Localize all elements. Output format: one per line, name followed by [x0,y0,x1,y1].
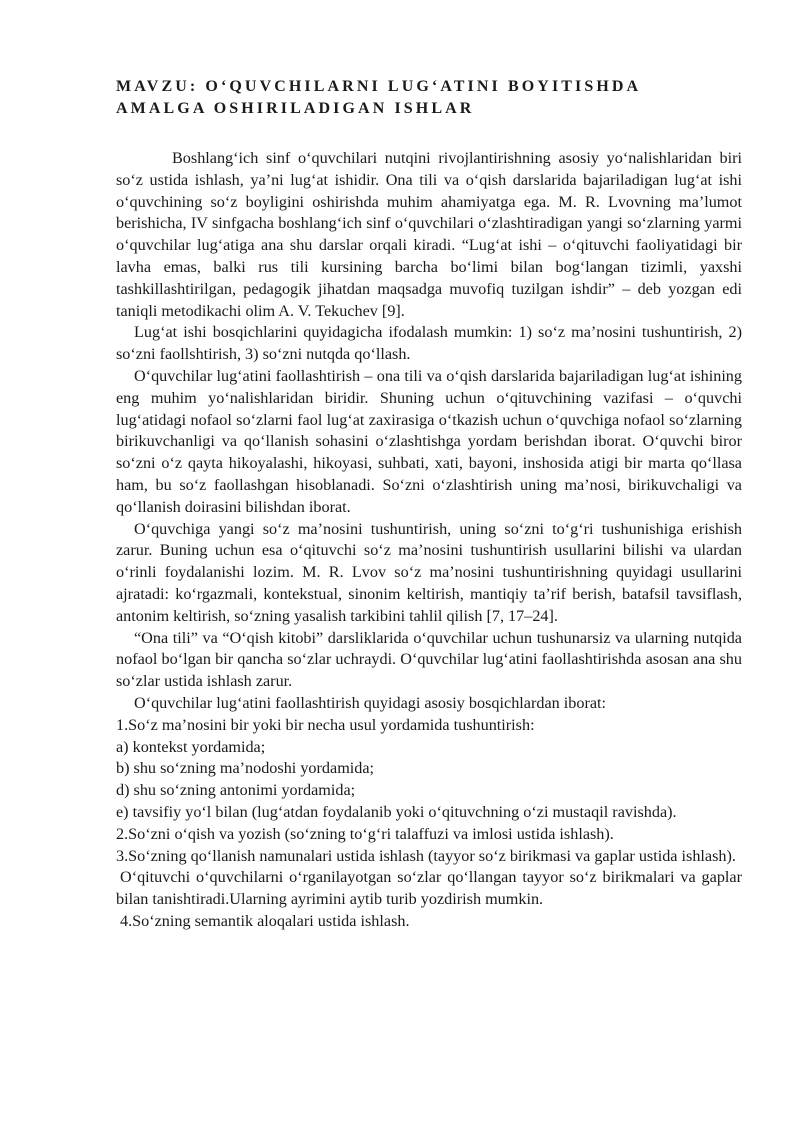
paragraph-textbooks: “Ona tili” va “O‘qish kitobi” darsliklarida o‘quvchilar uchun tushunarsiz va ularning nutqida nofaol bo‘lgan bir qancha so‘zlar uchraydi. O‘quvchilar lug‘atini faollashtirishda asosan ana shu so‘zlar ustida ishlash zarur. [116,628,742,691]
stages-list [116,715,742,868]
document-page [116,76,742,933]
list-item: 1.So‘z ma’nosini bir yoki bir necha usul yordamida tushuntirish: [116,715,535,734]
title-line-1: MAVZU: O‘QUVCHILARNI LUG‘ATINI BOYITISHDA [116,78,642,95]
paragraph-stages: Lug‘at ishi bosqichlarini quyidagicha ifodalash mumkin: 1) so‘z ma’nosini tushuntirish, 2) so‘zni faollshtirish, 3) so‘zni nutqda qo‘llash. [116,323,742,364]
page-title [116,76,742,120]
list-item: b) shu so‘zning ma’nodoshi yordamida; [116,759,375,778]
list-item: d) shu so‘zning antonimi yordamida; [116,781,356,800]
paragraph-activation: O‘quvchilar lug‘atini faollashtirish – ona tili va o‘qish darslarida bajariladigan lug‘at ishining eng muhim yo‘nalishlaridan biridir. Shuning uchun o‘qituvchining vazifasi – o‘quvchi lug‘atidagi nofaol so‘zlarni faol lug‘at zaxirasiga o‘tkazish uchun o‘quvchiga nofaol so‘zlarning birikuvchanligi va qo‘llanish sohasini o‘zlashtishga yordam berishdan iborat. O‘quvchi biror so‘zni o‘z qayta hikoyalashi, hikoyasi, suhbati, xati, bayoni, inshosida atigi bir marta qo‘llasa ham, bu so‘z faollashgan hisoblanadi. So‘zni o‘zlashtirish uning ma’nosi, birikuvchaligi va qo‘llanish doirasini bilishdan iborat. [116,366,742,516]
list-item: a) kontekst yordamida; [116,737,266,756]
paragraph-list-intro: O‘quvchilar lug‘atini faollashtirish quyidagi asosiy bosqichlardan iborat: [134,693,607,712]
paragraph-explanation: O‘quvchiga yangi so‘z ma’nosini tushuntirish, uning so‘zni to‘g‘ri tushunishiga erishish zarur. Buning uchun esa o‘qituvchi so‘z ma’nosini tushuntirish usullarini bilishi va ulardan o‘rinli foydalanishi lozim. M. R. Lvov so‘z ma’nosini tushuntirishning quyidagi usullarini ajratadi: ko‘rgazmali, kontekstual, sinonim keltirish, mantiqiy ta’rif berish, batafsil tavsiflash, antonim keltirish, so‘zning yasalish tarkibini tahlil qilish [7, 17–24]. [116,519,742,625]
paragraph-teacher: O‘qituvchi o‘quvchilarni o‘rganilayotgan so‘zlar qo‘llangan tayyor so‘z birikmalari va gaplar bilan tanishtiradi.Ularning ayrimini aytib turib yozdirish mumkin. [116,868,742,909]
list-item: 3.So‘zning qo‘llanish namunalari ustida ishlash (tayyor so‘z birikmasi va gaplar ustida ishlash). [116,846,736,865]
paragraph-intro: Boshlang‘ich sinf o‘quvchilari nutqini rivojlantirishning asosiy yo‘nalishlaridan biri so‘z ustida ishlash, ya’ni lug‘at ishidir. Ona tili va o‘qish darslarida bajariladigan lug‘at ishi o‘quvchining so‘z boyligini oshirishda muhim ahamiyatga ega. M. R. Lvovning ma’lumot berishicha, IV sinfgacha boshlang‘ich sinf o‘quvchilari o‘zlashtiradigan yangi so‘zlarning yarmi o‘quvchilar lug‘atiga ana shu darslar orqali kiradi. “Lug‘at ishi – o‘qituvchi faoliyatidagi bir lavha emas, balki rus tili kursining barcha bo‘limi bilan bog‘langan tizimli, yaxshi tashkillashtirilgan, pedagogik jihatdan maqsadga muvofiq tuzilgan ishdir” – deb yozgan edi taniqli metodikachi olim A. V. Tekuchev [9]. [116,149,742,320]
title-line-2: AMALGA OSHIRILADIGAN ISHLAR [116,100,475,117]
list-item-semantic: 4.So‘zning semantik aloqalari ustida ishlash. [120,911,410,930]
list-item: e) tavsifiy yo‘l bilan (lug‘atdan foydalanib yoki o‘qituvchning o‘zi mustaqil ravishda). [116,802,677,821]
list-item: 2.So‘zni o‘qish va yozish (so‘zning to‘g‘ri talaffuzi va imlosi ustida ishlash). [116,824,614,843]
